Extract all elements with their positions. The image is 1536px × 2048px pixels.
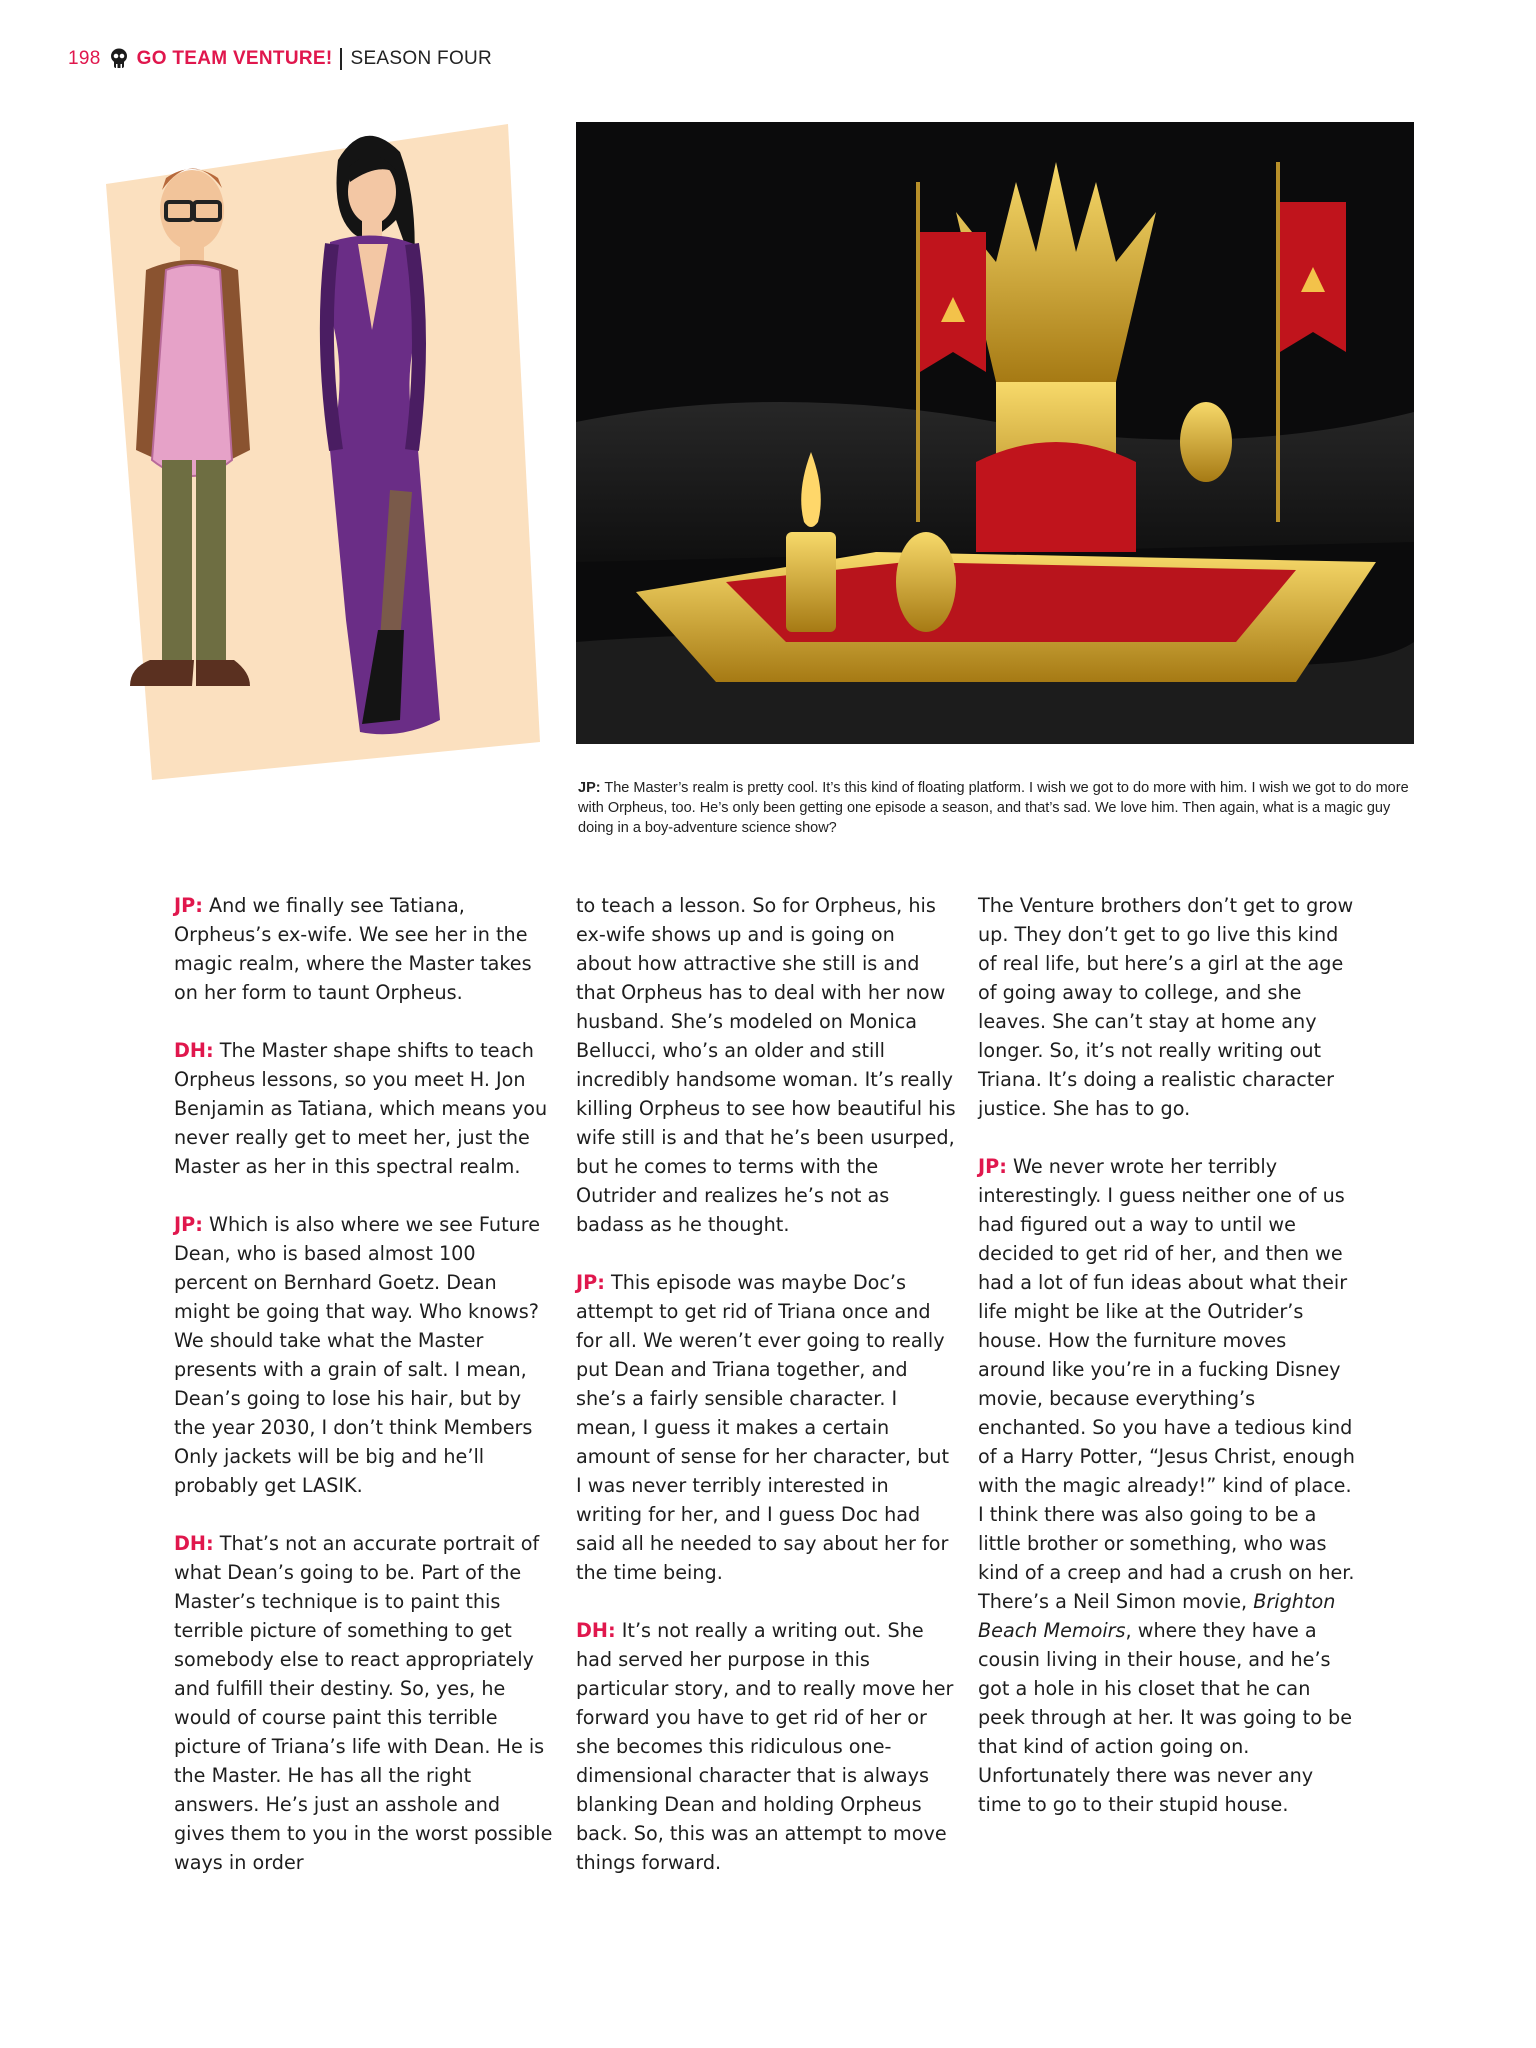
header-divider (340, 48, 342, 70)
paragraph (576, 1616, 956, 1877)
text-column-3 (978, 891, 1358, 1848)
paragraph (174, 1529, 554, 1877)
paragraph (576, 891, 956, 1239)
paragraph (978, 891, 1358, 1123)
paragraph-text: , where they have a cousin living in their house, and he’s got a hole in his closet that he can peek through at her. It was going to be that kind of action going on. Unfortunately there was never any time to go to their stupid house. (978, 1619, 1353, 1816)
speaker-tag: JP: (174, 894, 203, 917)
text-column-2 (576, 891, 956, 1906)
paragraph (576, 1268, 956, 1587)
paragraph-text: That’s not an accurate portrait of what Dean’s going to be. Part of the Master’s technique is to paint this terrible picture of something to get somebody else to react appropriately and fulfill their destiny. So, yes, he would of course paint this terrible picture of Triana’s life with Dean. He is the Master. He has all the right answers. He’s just an asshole and gives them to you in the worst possible ways in order (174, 1532, 553, 1874)
speaker-tag: DH: (174, 1039, 214, 1062)
season-label: SEASON FOUR (350, 48, 493, 69)
text-column-1 (174, 891, 554, 1906)
paragraph-text: The Venture brothers don’t get to grow up. They don’t get to go live this kind of real life, but here’s a girl at the age of going away to college, and she leaves. She can’t stay at home any longer. So, it’s not really writing out Triana. It’s doing a realistic character justice. She has to go. (978, 894, 1354, 1120)
masters-realm-illustration (576, 122, 1414, 744)
paragraph (174, 1210, 554, 1500)
speaker-tag: JP: (978, 1155, 1007, 1178)
character-illustration (100, 120, 540, 780)
caption-text: The Master’s realm is pretty cool. It’s this kind of floating platform. I wish we got to do more with him. I wish we got to do more with Orpheus, too. He’s only been getting one episode a season, and that’s sad. We love him. Then again, what is a magic guy doing in a boy-adventure science show? (578, 780, 1409, 836)
paragraph-text: The Master shape shifts to teach Orpheus lessons, so you meet H. Jon Benjamin as Tatiana, which means you never really get to meet her, just the Master as her in this spectral realm. (174, 1039, 548, 1178)
movie-title: Brighton Beach Memoirs (978, 1590, 1336, 1642)
series-title: GO TEAM VENTURE! (136, 48, 333, 69)
speaker-tag: JP: (174, 1213, 203, 1236)
paragraph-text: This episode was maybe Doc’s attempt to get rid of Triana once and for all. We weren’t ever going to really put Dean and Triana together, and she’s a fairly sensible character. I mean, I guess it makes a certain amount of sense for her character, but I was never terribly interested in writing for her, and I guess Doc had said all he needed to say about her for the time being. (576, 1271, 949, 1584)
caption-speaker: JP: (578, 780, 601, 796)
paragraph-text: to teach a lesson. So for Orpheus, his ex-wife shows up and is going on about how attractive she still is and that Orpheus has to deal with her now husband. She’s modeled on Monica Bellucci, who’s an older and still incredibly handsome woman. It’s really killing Orpheus to see how beautiful his wife still is and that he’s been usurped, but he comes to terms with the Outrider and realizes he’s not as badass as he thought. (576, 894, 956, 1236)
page-number: 198 (68, 48, 101, 69)
paragraph-text: Which is also where we see Future Dean, who is based almost 100 percent on Bernhard Goetz. Dean might be going that way. Who knows? We should take what the Master presents with a grain of salt. I mean, Dean’s going to lose his hair, but by the year 2030, I don’t think Members Only jackets will be big and he’ll probably get LASIK. (174, 1213, 541, 1497)
paragraph-text: And we finally see Tatiana, Orpheus’s ex-wife. We see her in the magic realm, where the Master takes on her form to taunt Orpheus. (174, 894, 532, 1004)
speaker-tag: DH: (174, 1532, 214, 1555)
paragraph (174, 1036, 554, 1181)
paragraph (978, 1152, 1358, 1819)
speaker-tag: DH: (576, 1619, 616, 1642)
image-caption (578, 778, 1414, 838)
running-header (68, 46, 492, 72)
speaker-tag: JP: (576, 1271, 605, 1294)
paragraph (174, 891, 554, 1007)
paragraph-text: It’s not really a writing out. She had served her purpose in this particular story, and to really move her forward you have to get rid of her or she becomes this ridiculous one-dimensional character that is always blanking Dean and holding Orpheus back. So, this was an attempt to move things forward. (576, 1619, 954, 1874)
paragraph-text: We never wrote her terribly interestingly. I guess neither one of us had figured out a way to until we decided to get rid of her, and then we had a lot of fun ideas about what their life might be like at the Outrider’s house. How the furniture moves around like you’re in a fucking Disney movie, because everything’s enchanted. So you have a tedious kind of a Harry Potter, “Jesus Christ, enough with the magic already!” kind of place. I think there was also going to be a little brother or something, who was kind of a creep and had a crush on her. There’s a Neil Simon movie, (978, 1155, 1355, 1613)
skull-icon (109, 48, 129, 70)
